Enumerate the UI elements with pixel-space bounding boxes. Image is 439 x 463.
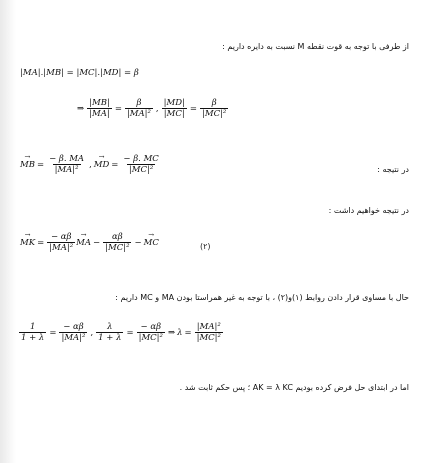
equation-number: (۲) <box>200 242 211 251</box>
vector-ma: → MA <box>76 238 91 248</box>
fraction: $\frac{- \alpha\beta}{\text{|MA|²}}$ <box>61 322 86 343</box>
fraction: $\frac{|MB|}{|MA|}$ <box>89 98 110 119</box>
fraction: $\frac{\text{|MA|²}}{\text{|MC|²}}$ <box>196 322 221 343</box>
fraction: $\frac{- \beta. MC}{\text{|MC|²}}$ <box>123 154 159 175</box>
fraction: $\frac{|MD|}{|MC|}$ <box>163 98 185 119</box>
intro-line: از طرفی با توجه به قوت نقطه M نسبت به دایره داریم : <box>222 42 409 51</box>
fraction: $\frac{\alpha\beta}{\text{|MC|²}}$ <box>105 232 130 253</box>
scan-shadow <box>0 0 16 463</box>
equation-lambda: $\frac{1}{1 + \lambda}$ = $\frac{- \alpha\beta}{\text{|MA|²}}$ , $\frac{\lambda}{1 + \lambda}$ = $\frac{- \alpha\beta}{\text{|MC|²}}$ ⇒ λ = $\frac{\text{|MA|²}}{\text{|MC|²}}$ <box>21 322 221 343</box>
equation-mk: → MK = $\frac{- \alpha\beta}{\text{|MA|²}}$ → MA − $\frac{\alpha\beta}{\text{|MC|²}}$ − → MC <box>20 232 159 253</box>
vector-md: → MD <box>94 160 110 170</box>
conclude-label: در نتیجه خواهیم داشت : <box>328 206 409 215</box>
implies-symbol: ⇒ <box>77 103 85 114</box>
compare-line: حال با مساوی قرار دادن روابط (۱)و(۲) ، با توجه به غیر همراستا بودن MA و MC داریم : <box>115 293 409 302</box>
equation-vectors: → MB = $\frac{- \beta. MA}{\text{|MA|²}}$ , → MD = $\frac{- \beta. MC}{\text{|MC|²}}$ <box>20 154 162 175</box>
fraction: $\frac{- \alpha\beta}{\text{|MA|²}}$ <box>49 232 74 253</box>
vector-mk: → MK <box>20 238 35 248</box>
lambda-symbol: λ <box>177 327 183 338</box>
result-label: در نتیجه : <box>377 165 409 174</box>
fraction: $\frac{- \alpha\beta}{\text{|MC|²}}$ <box>138 322 163 343</box>
fraction: $\frac{1}{1 + \lambda}$ <box>21 322 45 343</box>
fraction: $\frac{\beta}{\text{|MA|²}}$ <box>126 98 151 119</box>
fraction: $\frac{\lambda}{1 + \lambda}$ <box>98 322 122 343</box>
equation-power-of-point: |MA|.|MB| = |MC|.|MD| = β <box>20 68 139 78</box>
vector-mc: → MC <box>144 238 159 248</box>
fraction: $\frac{\beta}{\text{|MC|²}}$ <box>202 98 227 119</box>
equation-ratio: ⇒ $\frac{|MB|}{|MA|}$ = $\frac{\beta}{\text{|MA|²}}$ , $\frac{|MD|}{|MC|}$ = $\frac{\beta}{\text{|MC|²}}$ <box>77 98 227 119</box>
vector-mb: → MB <box>20 160 35 170</box>
final-line: اما در ابتدای حل فرض کرده بودیم AK = λ KC ؛ پس حکم ثابت شد . <box>179 383 409 392</box>
fraction: $\frac{- \beta. MA}{\text{|MA|²}}$ <box>49 154 85 175</box>
